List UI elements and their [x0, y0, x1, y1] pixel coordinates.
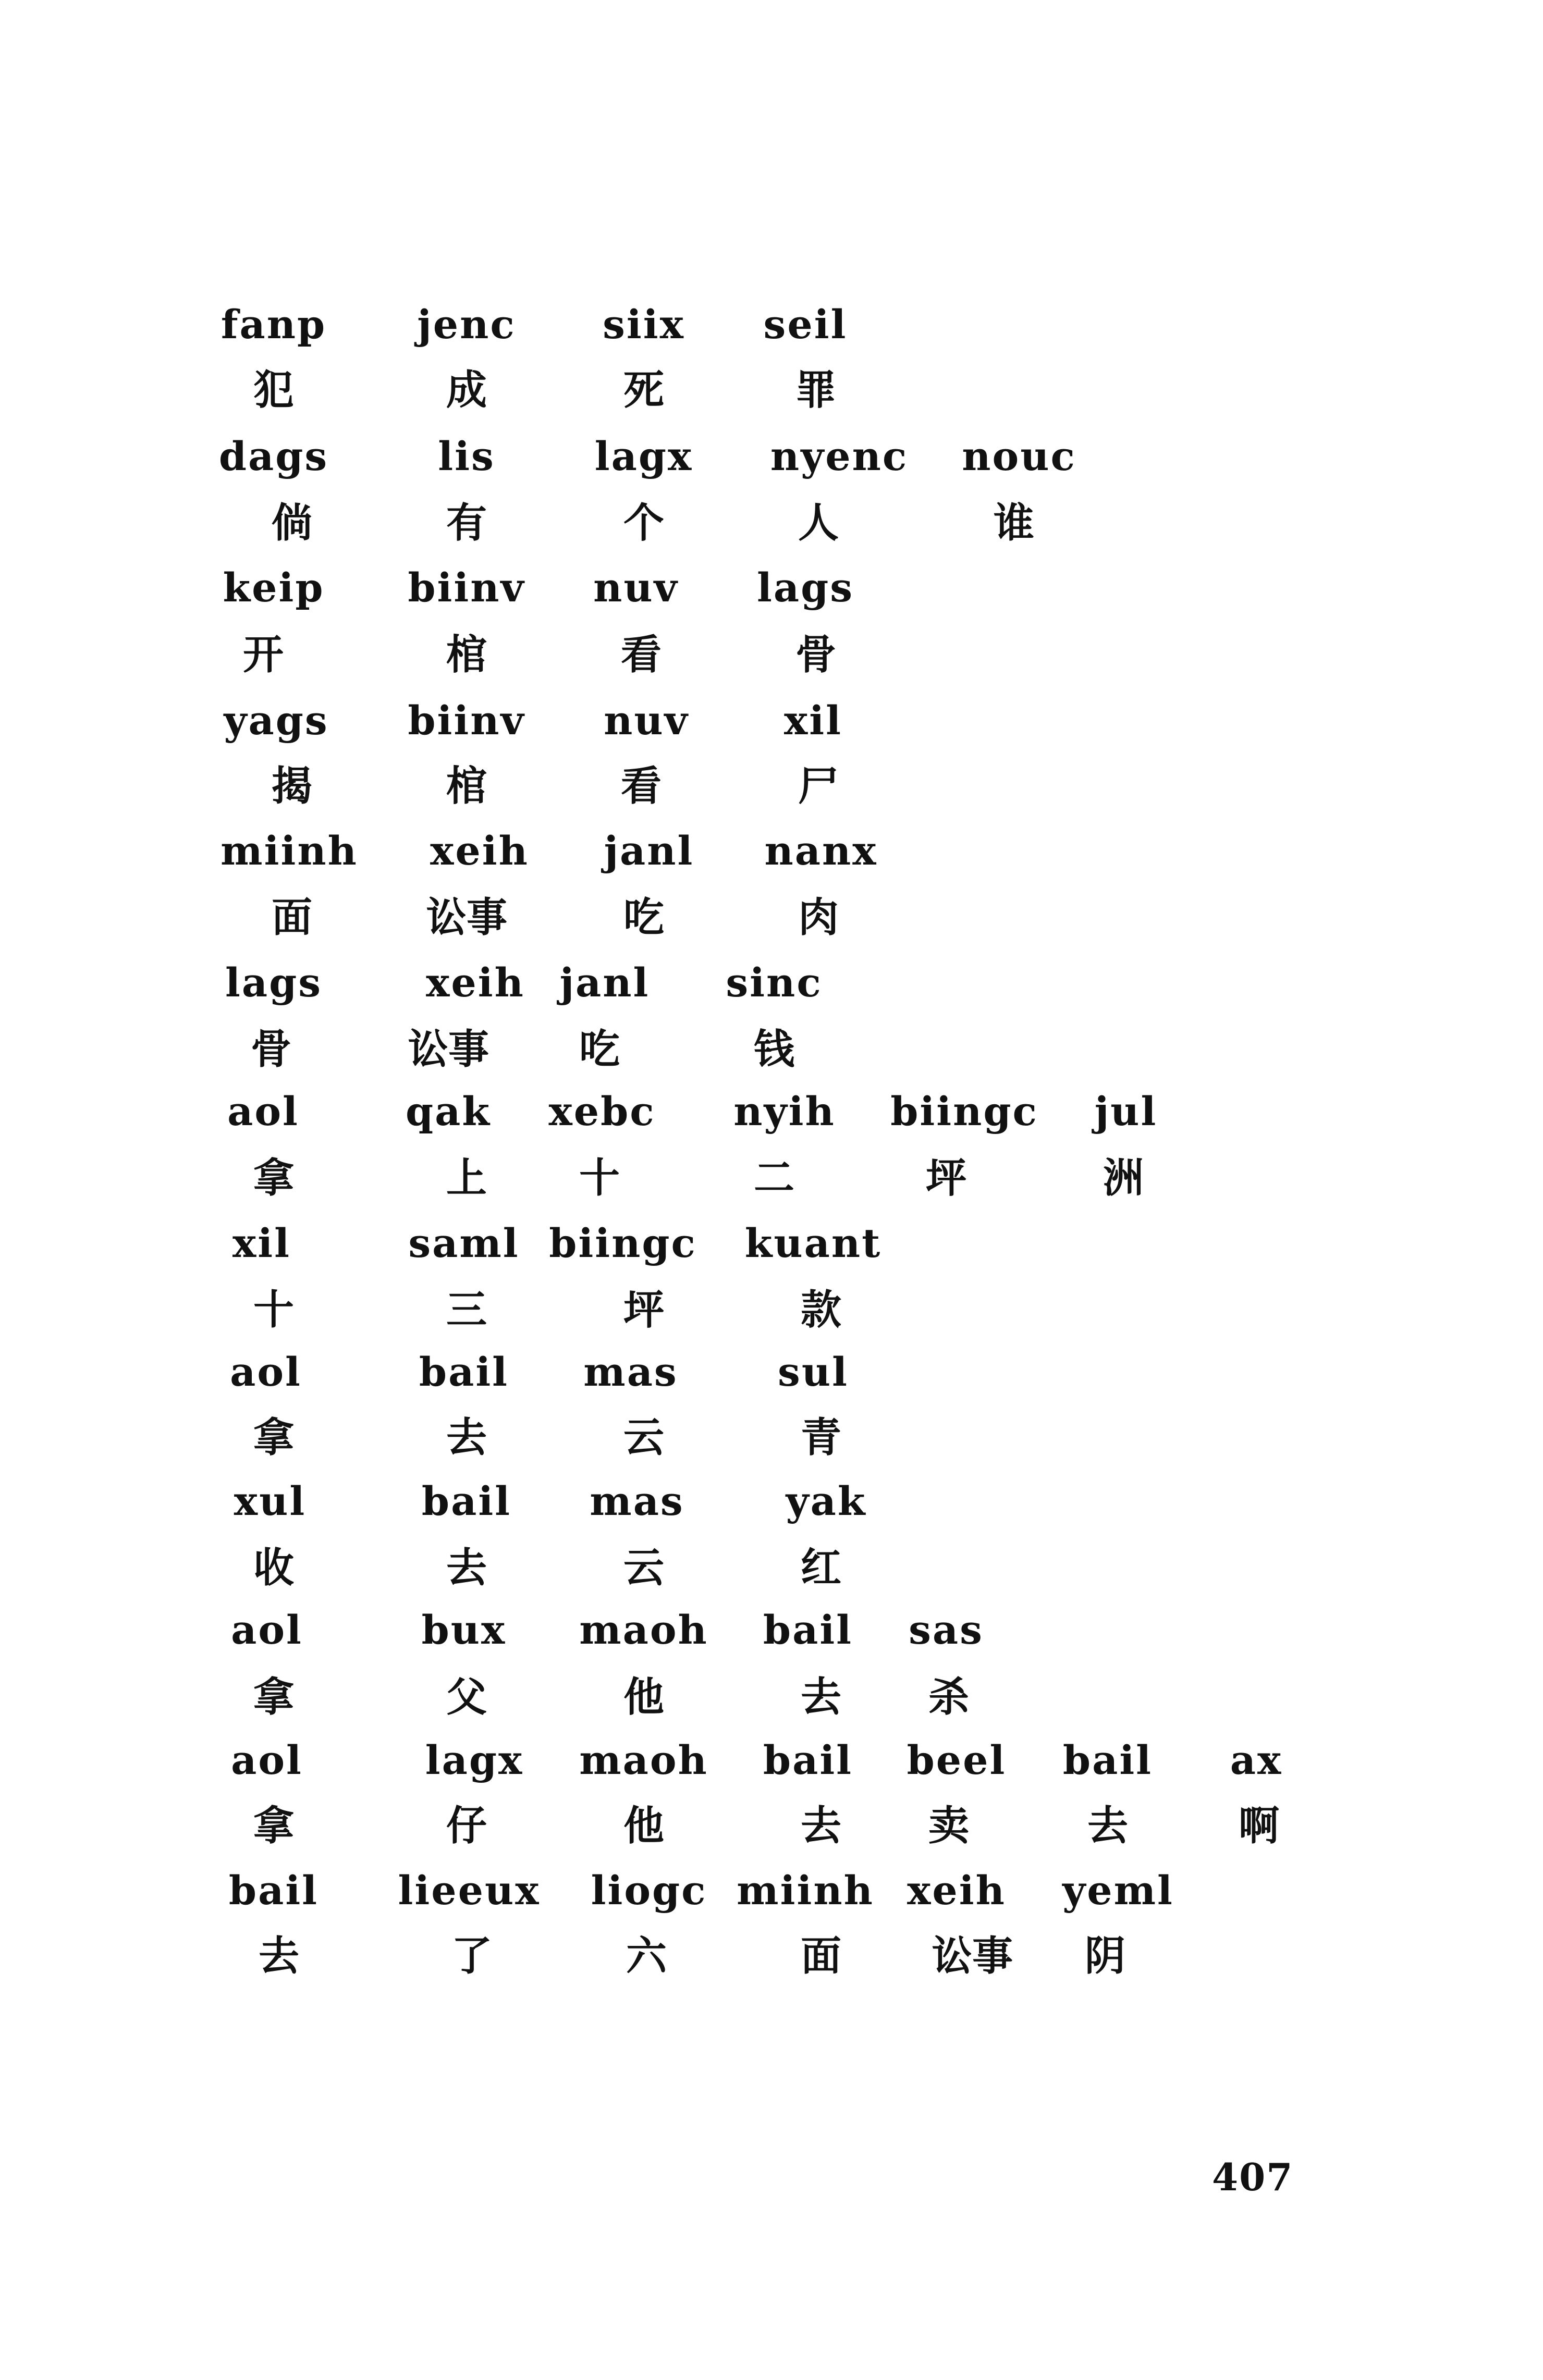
romanized-word: bail [421, 1478, 512, 1524]
chinese-gloss: 去 [800, 1674, 842, 1721]
romanized-word: xil [232, 1220, 291, 1266]
romanized-line [0, 1737, 1543, 1803]
chinese-gloss: 去 [800, 1803, 842, 1849]
romanized-line [0, 1478, 1543, 1544]
romanized-word: lagx [425, 1737, 524, 1783]
romanized-line [0, 433, 1543, 499]
romanized-word: keip [223, 564, 325, 611]
chinese-gloss-line [0, 763, 1543, 829]
romanized-line [0, 1607, 1543, 1673]
chinese-gloss-line [0, 500, 1543, 565]
chinese-gloss: 拿 [253, 1674, 295, 1721]
romanized-word: biinv [408, 697, 525, 744]
romanized-word: xeih [426, 959, 525, 1006]
chinese-gloss: 骨 [795, 632, 837, 679]
romanized-word: lieeux [398, 1867, 541, 1914]
romanized-word: qak [405, 1088, 492, 1134]
romanized-word: beel [907, 1737, 1007, 1783]
chinese-gloss: 骨 [250, 1026, 292, 1073]
chinese-gloss-line [0, 1674, 1543, 1740]
chinese-gloss: 卖 [928, 1803, 970, 1849]
romanized-word: sinc [726, 959, 823, 1006]
romanized-word: maoh [579, 1737, 708, 1783]
romanized-word: mas [583, 1349, 678, 1395]
romanized-word: fanp [221, 301, 327, 348]
chinese-gloss: 红 [800, 1545, 842, 1592]
chinese-gloss: 看 [620, 763, 662, 810]
chinese-gloss: 谁 [993, 500, 1035, 547]
chinese-gloss: 上 [446, 1155, 487, 1202]
romanized-word: sas [909, 1607, 984, 1653]
romanized-word: nyenc [770, 433, 909, 479]
romanized-word: jul [1094, 1088, 1158, 1134]
romanized-word: liogc [591, 1867, 707, 1914]
chinese-gloss: 收 [253, 1545, 295, 1592]
chinese-gloss: 吃 [579, 1026, 620, 1073]
romanized-word: janl [604, 828, 694, 874]
romanized-word: xeih [907, 1867, 1006, 1914]
chinese-gloss: 去 [1087, 1803, 1129, 1849]
chinese-gloss: 棺 [446, 632, 487, 679]
chinese-gloss: 罪 [795, 367, 837, 414]
chinese-gloss: 云 [623, 1545, 665, 1592]
chinese-gloss: 阴 [1084, 1933, 1126, 1980]
chinese-gloss: 坪 [925, 1155, 967, 1202]
romanized-line [0, 959, 1543, 1026]
chinese-gloss: 去 [258, 1933, 300, 1980]
romanized-word: nyih [733, 1088, 836, 1134]
chinese-gloss-line [0, 1026, 1543, 1092]
romanized-word: miinh [737, 1867, 874, 1914]
romanized-word: aol [227, 1088, 299, 1134]
romanized-word: nouc [962, 433, 1076, 479]
chinese-gloss-line [0, 894, 1543, 960]
romanized-word: ax [1230, 1737, 1283, 1783]
chinese-gloss-line [0, 1545, 1543, 1610]
romanized-word: biingc [890, 1088, 1038, 1134]
romanized-line [0, 564, 1543, 631]
romanized-word: biinv [408, 564, 525, 611]
chinese-gloss: 他 [623, 1803, 665, 1849]
chinese-gloss: 个 [623, 500, 665, 547]
chinese-gloss: 看 [620, 632, 662, 679]
chinese-gloss: 啊 [1238, 1803, 1280, 1849]
romanized-word: dags [218, 433, 329, 479]
romanized-line [0, 1220, 1543, 1286]
romanized-word: miinh [221, 828, 358, 874]
romanized-line [0, 697, 1543, 763]
chinese-gloss: 了 [451, 1933, 493, 1980]
romanized-word: sul [778, 1349, 849, 1395]
romanized-word: janl [559, 959, 650, 1006]
romanized-word: yags [224, 697, 329, 744]
chinese-gloss: 云 [623, 1414, 665, 1461]
chinese-gloss: 二 [753, 1155, 795, 1202]
chinese-gloss: 有 [446, 500, 487, 547]
romanized-word: bail [228, 1867, 319, 1914]
romanized-word: xeih [430, 828, 529, 874]
romanized-word: lags [225, 959, 323, 1006]
romanized-word: biingc [549, 1220, 697, 1266]
chinese-gloss: 拿 [253, 1155, 295, 1202]
chinese-gloss: 三 [446, 1287, 487, 1334]
chinese-gloss-line [0, 1414, 1543, 1480]
romanized-word: bail [763, 1607, 853, 1653]
romanized-line [0, 1349, 1543, 1415]
chinese-gloss: 尸 [798, 763, 839, 810]
chinese-gloss: 洲 [1103, 1155, 1144, 1202]
romanized-word: jenc [417, 301, 516, 348]
chinese-gloss: 仔 [446, 1803, 487, 1849]
chinese-gloss-line [0, 1287, 1543, 1352]
chinese-gloss: 十 [579, 1155, 620, 1202]
romanized-line [0, 301, 1543, 367]
romanized-word: lags [756, 564, 854, 611]
chinese-gloss: 面 [271, 894, 313, 941]
chinese-gloss: 款 [800, 1287, 842, 1334]
romanized-word: bail [1062, 1737, 1153, 1783]
chinese-gloss-line [0, 632, 1543, 697]
chinese-gloss: 吃 [623, 894, 665, 941]
chinese-gloss: 钱 [753, 1026, 795, 1073]
romanized-word: bail [763, 1737, 853, 1783]
romanized-word: aol [230, 1349, 302, 1395]
chinese-gloss: 拿 [253, 1414, 295, 1461]
chinese-gloss: 讼事 [407, 1026, 489, 1073]
chinese-gloss: 去 [446, 1414, 487, 1461]
chinese-gloss: 人 [798, 500, 839, 547]
romanized-word: siix [603, 301, 685, 348]
chinese-gloss-line [0, 367, 1543, 433]
romanized-word: saml [408, 1220, 520, 1266]
romanized-word: maoh [579, 1607, 708, 1653]
chinese-gloss: 去 [446, 1545, 487, 1592]
chinese-gloss: 揭 [271, 763, 313, 810]
chinese-gloss: 肉 [798, 894, 839, 941]
romanized-line [0, 1088, 1543, 1154]
chinese-gloss: 拿 [253, 1803, 295, 1849]
chinese-gloss: 犯 [253, 367, 295, 414]
romanized-line [0, 828, 1543, 894]
romanized-word: yak [786, 1478, 867, 1524]
chinese-gloss: 开 [242, 632, 284, 679]
page-number: 407 [1212, 2155, 1294, 2199]
chinese-gloss: 讼事 [425, 894, 508, 941]
romanized-word: yeml [1062, 1867, 1174, 1914]
romanized-word: nuv [593, 564, 679, 611]
romanized-word: aol [231, 1607, 303, 1653]
chinese-gloss: 倘 [271, 500, 313, 547]
chinese-gloss: 成 [446, 367, 487, 414]
chinese-gloss: 坪 [623, 1287, 665, 1334]
romanized-word: seil [763, 301, 848, 348]
chinese-gloss: 父 [446, 1674, 487, 1721]
romanized-word: xil [783, 697, 843, 744]
chinese-gloss: 六 [626, 1933, 667, 1980]
chinese-gloss: 青 [800, 1414, 842, 1461]
romanized-word: lis [438, 433, 495, 479]
romanized-line [0, 1867, 1543, 1933]
romanized-word: lagx [594, 433, 693, 479]
romanized-word: aol [231, 1737, 303, 1783]
chinese-gloss-line [0, 1803, 1543, 1868]
romanized-word: xul [234, 1478, 307, 1524]
chinese-gloss: 他 [623, 1674, 665, 1721]
chinese-gloss: 棺 [446, 763, 487, 810]
romanized-word: nanx [764, 828, 878, 874]
chinese-gloss-line [0, 1155, 1543, 1220]
romanized-word: xebc [548, 1088, 656, 1134]
chinese-gloss: 死 [623, 367, 665, 414]
chinese-gloss: 讼事 [931, 1933, 1013, 1980]
chinese-gloss: 十 [253, 1287, 295, 1334]
romanized-word: kuant [744, 1220, 882, 1266]
chinese-gloss-line [0, 1933, 1543, 1999]
romanized-word: bail [419, 1349, 509, 1395]
romanized-word: nuv [604, 697, 689, 744]
chinese-gloss: 面 [800, 1933, 842, 1980]
chinese-gloss: 杀 [928, 1674, 970, 1721]
romanized-word: mas [590, 1478, 684, 1524]
romanized-word: bux [421, 1607, 507, 1653]
